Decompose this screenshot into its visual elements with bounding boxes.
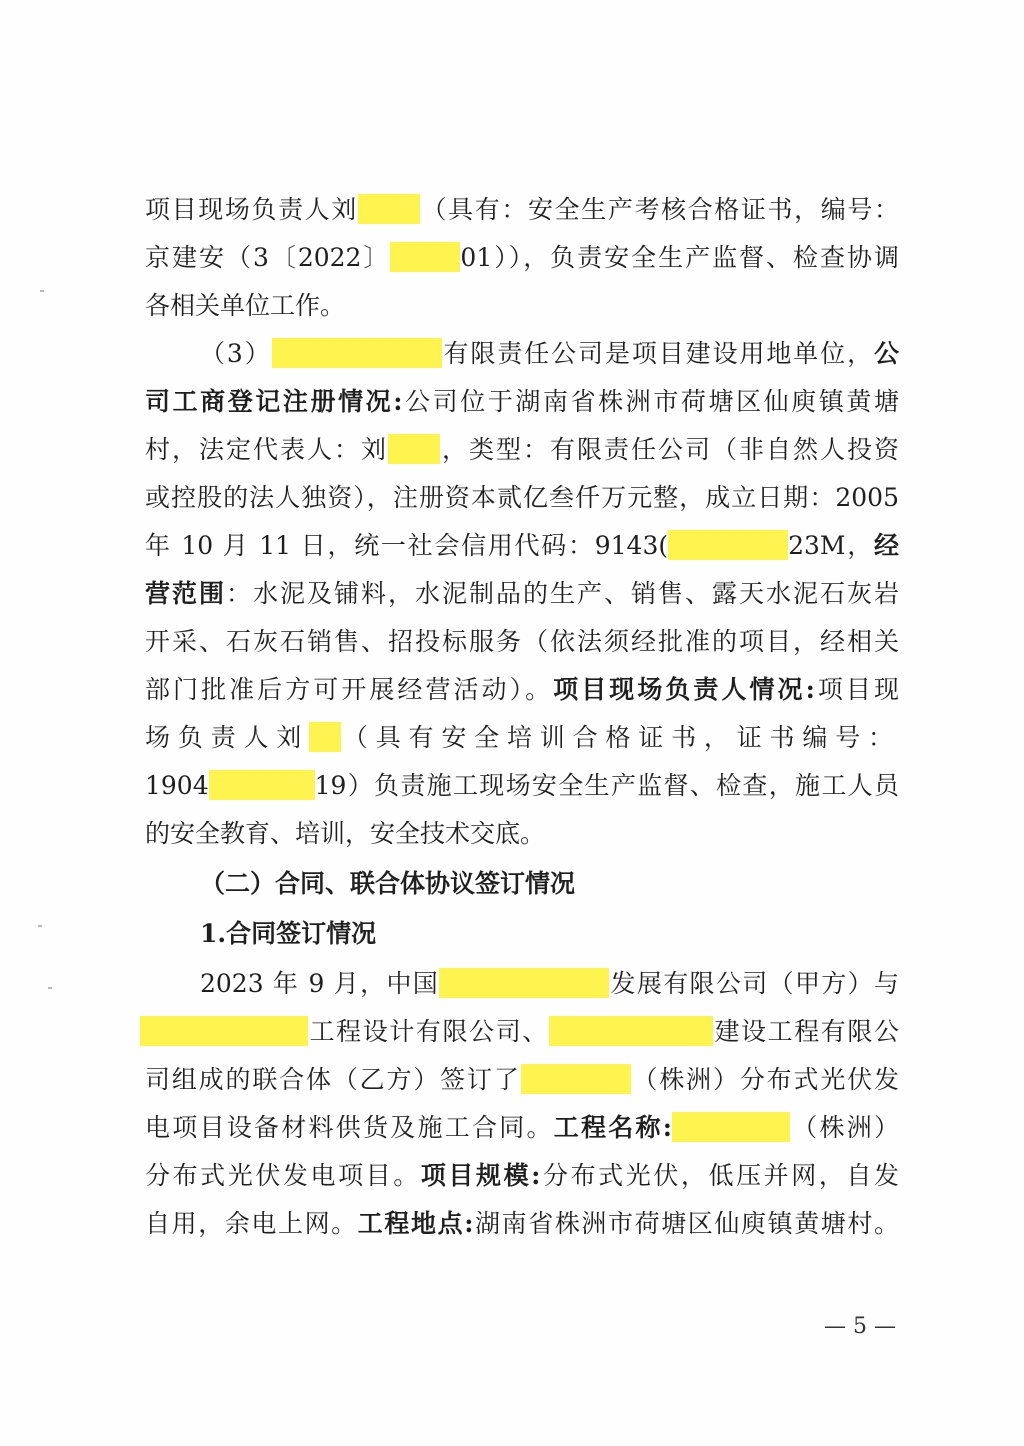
text-segment: （具有安全培训合格证书，证书编号： — [341, 723, 899, 752]
redaction-highlight — [439, 968, 609, 998]
text-line — [145, 618, 899, 666]
redaction-highlight — [140, 1016, 308, 1046]
text-segment: 分布式光伏，低压并网，自发 — [540, 1161, 899, 1190]
text-segment: 湖南省株洲市荷塘区仙庾镇黄塘村。 — [473, 1209, 899, 1238]
text-segment: 发展有限公司（甲方）与 — [609, 969, 899, 998]
text-line — [145, 378, 899, 426]
text-segment: （株洲）分布式光伏发 — [630, 1065, 899, 1094]
scan-artifact — [40, 290, 44, 292]
scan-artifact — [38, 925, 42, 927]
text-segment-bold: 工程地点: — [357, 1209, 474, 1238]
text-segment: 项目现 — [814, 675, 899, 704]
redaction-highlight — [358, 194, 420, 224]
text-line — [145, 762, 899, 810]
text-segment: 公司位于湖南省株洲市荷塘区仙庾镇黄塘 — [402, 387, 899, 416]
text-segment: 23M， — [788, 531, 874, 560]
text-segment: 开采、石灰石销售、招投标服务（依法须经批准的项目，经相关 — [145, 627, 899, 656]
text-segment: 年 10 月 11 日，统一社会信用代码：9143( — [145, 531, 669, 560]
text-segment: 的安全教育、培训，安全技术交底。 — [145, 819, 546, 848]
redaction-highlight — [672, 1112, 790, 1142]
text-segment: 自用，余电上网。 — [145, 1209, 358, 1238]
text-line — [200, 330, 899, 378]
redaction-highlight — [272, 338, 442, 368]
redaction-highlight — [668, 530, 788, 560]
text-segment: 或控股的法人独资），注册资本贰亿叁仟万元整，成立日期：2005 — [145, 483, 899, 512]
redaction-highlight — [309, 722, 341, 752]
redaction-highlight — [549, 1016, 713, 1046]
text-segment: 2023 年 9 月，中国 — [200, 969, 440, 998]
text-segment: 村，法定代表人：刘 — [145, 435, 388, 464]
text-line — [145, 522, 899, 570]
text-line — [145, 1056, 899, 1104]
scan-artifact — [48, 987, 52, 989]
text-segment: 建设工程有限公 — [712, 1017, 899, 1046]
text-segment: 01）），负责安全生产监督、检查协调 — [460, 243, 899, 272]
text-line — [140, 1008, 899, 1056]
text-segment: ：水泥及铺料，水泥制品的生产、销售、露天水泥石灰岩 — [226, 579, 899, 608]
text-line — [145, 570, 899, 618]
text-line — [145, 234, 899, 282]
text-segment: （株洲） — [789, 1113, 899, 1142]
text-segment: 19）负责施工现场安全生产监督、检查，施工人员 — [314, 771, 899, 800]
text-segment-bold: 司工商登记注册情况: — [145, 387, 403, 416]
text-segment-bold: 经 — [873, 531, 899, 560]
text-line — [145, 186, 899, 234]
text-segment: 工程设计有限公司、 — [308, 1017, 549, 1046]
text-segment: 京建安（3〔2022〕 — [145, 243, 391, 272]
redaction-highlight — [521, 1064, 631, 1094]
text-line — [145, 1200, 899, 1248]
text-line — [145, 1104, 899, 1152]
text-segment: （具有：安全生产考核合格证书，编号： — [419, 195, 899, 224]
text-line — [145, 714, 899, 762]
text-segment: 司组成的联合体（乙方）签订了 — [145, 1065, 521, 1094]
text-segment-bold: 公 — [873, 339, 899, 368]
text-line — [145, 666, 899, 714]
text-segment: 场负责人刘 — [145, 723, 310, 752]
text-segment: 部门批准后方可开展经营活动）。 — [145, 675, 554, 704]
text-segment: 分布式光伏发电项目。 — [145, 1161, 421, 1190]
redaction-highlight — [209, 770, 315, 800]
text-segment: ，类型：有限责任公司（非自然人投资 — [440, 435, 899, 464]
text-segment: 各相关单位工作。 — [145, 291, 346, 320]
redaction-highlight — [388, 434, 440, 464]
text-segment-bold: 项目规模: — [420, 1161, 541, 1190]
section-heading: （二）合同、联合体协议签订情况 — [200, 869, 576, 898]
text-segment-bold: 营范围 — [145, 579, 226, 608]
redaction-highlight — [390, 242, 460, 272]
text-line — [145, 1152, 899, 1200]
text-line — [145, 282, 899, 330]
text-segment-bold: 工程名称: — [553, 1113, 672, 1142]
text-line — [145, 810, 899, 858]
text-line — [200, 960, 899, 1008]
text-segment: （3） — [200, 339, 272, 368]
subsection-heading: 1.合同签订情况 — [200, 919, 377, 948]
text-segment: 有限责任公司是项目建设用地单位， — [441, 339, 874, 368]
text-line — [145, 474, 899, 522]
page-number: — 5 — — [824, 1314, 896, 1339]
text-line — [145, 426, 899, 474]
text-segment: 1904 — [145, 771, 209, 800]
text-segment-bold: 项目现场负责人情况: — [553, 675, 815, 704]
text-segment: 项目现场负责人刘 — [145, 195, 358, 224]
text-segment: 电项目设备材料供货及施工合同。 — [145, 1113, 554, 1142]
